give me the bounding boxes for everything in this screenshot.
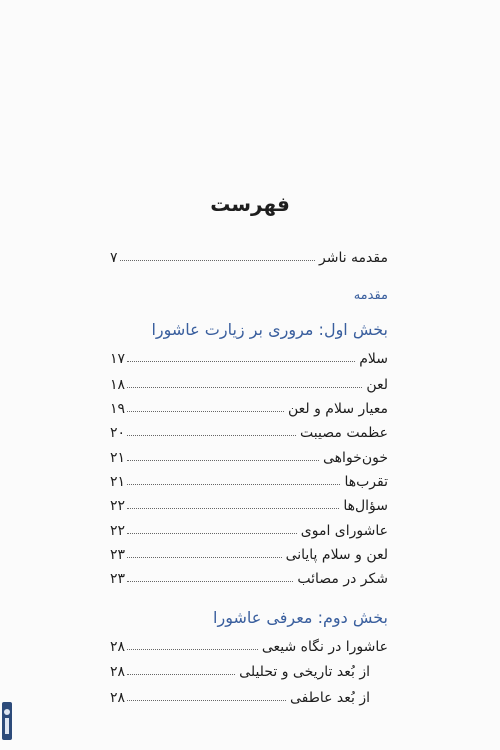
dot-leader: [127, 533, 297, 534]
dot-leader: [127, 361, 355, 362]
toc-entry-page: ۱۹: [110, 401, 126, 417]
toc-entry-page: ۲۰: [110, 425, 126, 441]
toc-entry-sub[interactable]: [110, 684, 370, 706]
toc-entry-page: ۲۳: [110, 571, 126, 587]
dot-leader: [127, 649, 258, 650]
toc-entry-label: عاشورای اموی: [300, 523, 388, 539]
dot-leader: [127, 484, 340, 485]
dot-leader: [127, 387, 362, 388]
toc-entry[interactable]: [110, 517, 388, 539]
toc-entry-page: ۲۳: [110, 547, 126, 563]
toc-entry-label: مقدمه ناشر: [318, 250, 388, 266]
part-heading-2[interactable]: بخش دوم: معرفی عاشورا: [213, 608, 388, 627]
section-heading-intro[interactable]: مقدمه: [353, 288, 388, 303]
toc-entry-page: ۲۱: [110, 450, 126, 466]
toc-entry-page: ۲۸: [110, 690, 126, 706]
toc-entry[interactable]: [110, 371, 388, 393]
toc-entry-label: خون‌خواهی: [323, 450, 388, 466]
toc-entry-label: تقرب‌ها: [344, 474, 388, 490]
toc-entry-label: شکر در مصائب: [297, 571, 388, 587]
toc-entry-label: عاشورا در نگاه شیعی: [261, 639, 388, 655]
toc-entry[interactable]: [110, 419, 388, 441]
toc-entry-label: سلام: [359, 351, 388, 367]
toc-entry-label: عظمت مصیبت: [300, 425, 388, 441]
toc-entry-page: ۱۸: [110, 377, 126, 393]
toc-entry[interactable]: [110, 345, 388, 367]
dot-leader: [127, 508, 339, 509]
toc-entry-label: لعن و سلام پایانی: [285, 547, 388, 563]
toc-entry[interactable]: [110, 468, 388, 490]
toc-entry-label: سؤال‌ها: [343, 498, 388, 514]
toc-entry-page: ۲۲: [110, 498, 126, 514]
toc-entry[interactable]: [110, 492, 388, 514]
dot-leader: [120, 260, 315, 261]
toc-entry-page: ۲۲: [110, 523, 126, 539]
toc-entry[interactable]: [110, 633, 388, 655]
dot-leader: [127, 435, 296, 436]
dot-leader: [127, 557, 282, 558]
toc-entry[interactable]: [110, 541, 388, 563]
toc-entry-page: ۷: [110, 250, 118, 266]
publisher-logo-icon: [0, 700, 14, 742]
toc-entry-page: ۲۱: [110, 474, 126, 490]
page-title: فهرست: [210, 192, 290, 216]
part-heading-1[interactable]: بخش اول: مروری بر زیارت عاشورا: [151, 320, 388, 339]
dot-leader: [127, 460, 319, 461]
toc-entry[interactable]: [110, 444, 388, 466]
toc-entry-page: ۱۷: [110, 351, 126, 367]
toc-entry-page: ۲۸: [110, 639, 126, 655]
toc-entry-page: ۲۸: [110, 664, 126, 680]
toc-entry-label: از بُعد عاطفی: [289, 690, 370, 706]
toc-entry[interactable]: [110, 565, 388, 587]
toc-entry-label: معیار سلام و لعن: [287, 401, 388, 417]
dot-leader: [127, 700, 286, 701]
toc-entry-sub[interactable]: [110, 658, 370, 680]
dot-leader: [127, 674, 235, 675]
toc-entry-label: لعن: [366, 377, 388, 393]
toc-entry[interactable]: [110, 395, 388, 417]
dot-leader: [127, 581, 293, 582]
toc-entry-publisher-preface[interactable]: [110, 244, 388, 266]
dot-leader: [127, 411, 284, 412]
toc-entry-label: از بُعد تاریخی و تحلیلی: [239, 664, 370, 680]
